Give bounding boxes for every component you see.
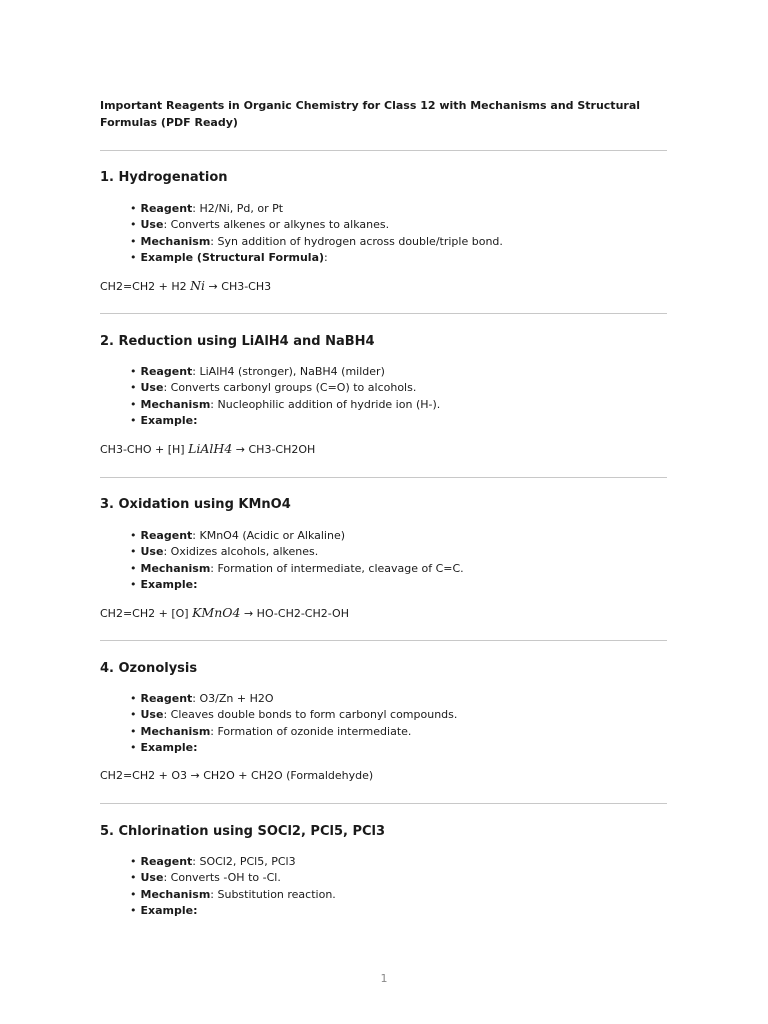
section-heading-hydrogenation: 1. Hydrogenation	[100, 170, 228, 185]
page-number: 1	[380, 972, 388, 985]
bullet-reagent: • Reagent: LiAlH4 (stronger), NaBH4 (milder)	[130, 365, 385, 378]
section-heading-ozonolysis: 4. Ozonolysis	[100, 661, 198, 676]
bullet-mechanism: • Mechanism: Syn addition of hydrogen across double/triple bond.	[130, 234, 503, 248]
catalyst: Ni	[190, 278, 206, 293]
bullet-mechanism: • Mechanism: Nucleophilic addition of hydride ion (H-).	[130, 397, 441, 411]
bullet-reagent: • Reagent: SOCl2, PCl5, PCl3	[130, 855, 296, 868]
divider	[100, 803, 667, 804]
document-title: Important Reagents in Organic Chemistry for Class 12 with Mechanisms and Structural Formulas (PDF Ready)	[100, 99, 641, 129]
bullet-use: • Use: Oxidizes alcohols, alkenes.	[130, 545, 319, 559]
section-heading-reduction: 2. Reduction using LiAlH4 and NaBH4	[100, 334, 375, 349]
divider	[100, 313, 667, 314]
example-equation: CH2=CH2 + H2 Ni → CH3-CH3	[100, 278, 272, 293]
bullet-use: • Use: Converts alkenes or alkynes to alkanes.	[130, 218, 390, 232]
example-equation: CH2=CH2 + [O] KMnO4 → HO-CH2-CH2-OH	[100, 605, 349, 620]
section-heading-oxidation: 3. Oxidation using KMnO4	[100, 497, 291, 512]
catalyst: LiAlH4	[188, 441, 233, 456]
example-equation: CH2=CH2 + O3 → CH2O + CH2O (Formaldehyde)	[100, 769, 374, 782]
divider	[100, 640, 667, 641]
bullet-mechanism: • Mechanism: Substitution reaction.	[130, 887, 336, 901]
bullet-mechanism: • Mechanism: Formation of ozonide intermediate.	[130, 724, 412, 738]
section-bullets-reduction	[130, 364, 440, 429]
bullet-use: • Use: Converts carbonyl groups (C=O) to alcohols.	[130, 381, 417, 395]
bullet-reagent: • Reagent: H2/Ni, Pd, or Pt	[130, 202, 284, 215]
example-equation: CH3-CHO + [H] LiAlH4 → CH3-CH2OH	[100, 441, 316, 456]
section-heading-chlorination: 5. Chlorination using SOCl2, PCl5, PCl3	[100, 824, 386, 839]
bullet-use: • Use: Converts -OH to -Cl.	[130, 871, 281, 885]
section-bullets-chlorination	[130, 854, 336, 919]
section-bullets-hydrogenation	[130, 201, 503, 266]
bullet-example: • Example:	[130, 740, 198, 754]
bullet-use: • Use: Cleaves double bonds to form carbonyl compounds.	[130, 708, 458, 722]
bullet-example: • Example:	[130, 577, 198, 591]
section-bullets-oxidation	[130, 528, 464, 593]
bullet-reagent: • Reagent: KMnO4 (Acidic or Alkaline)	[130, 529, 346, 542]
bullet-reagent: • Reagent: O3/Zn + H2O	[130, 692, 274, 705]
bullet-mechanism: • Mechanism: Formation of intermediate, cleavage of C=C.	[130, 561, 464, 575]
catalyst: KMnO4	[192, 605, 241, 620]
bullet-example: • Example:	[130, 903, 198, 917]
divider	[100, 150, 667, 151]
section-bullets-ozonolysis	[130, 691, 457, 756]
bullet-example: • Example (Structural Formula):	[130, 250, 328, 264]
divider	[100, 477, 667, 478]
bullet-example: • Example:	[130, 413, 198, 427]
